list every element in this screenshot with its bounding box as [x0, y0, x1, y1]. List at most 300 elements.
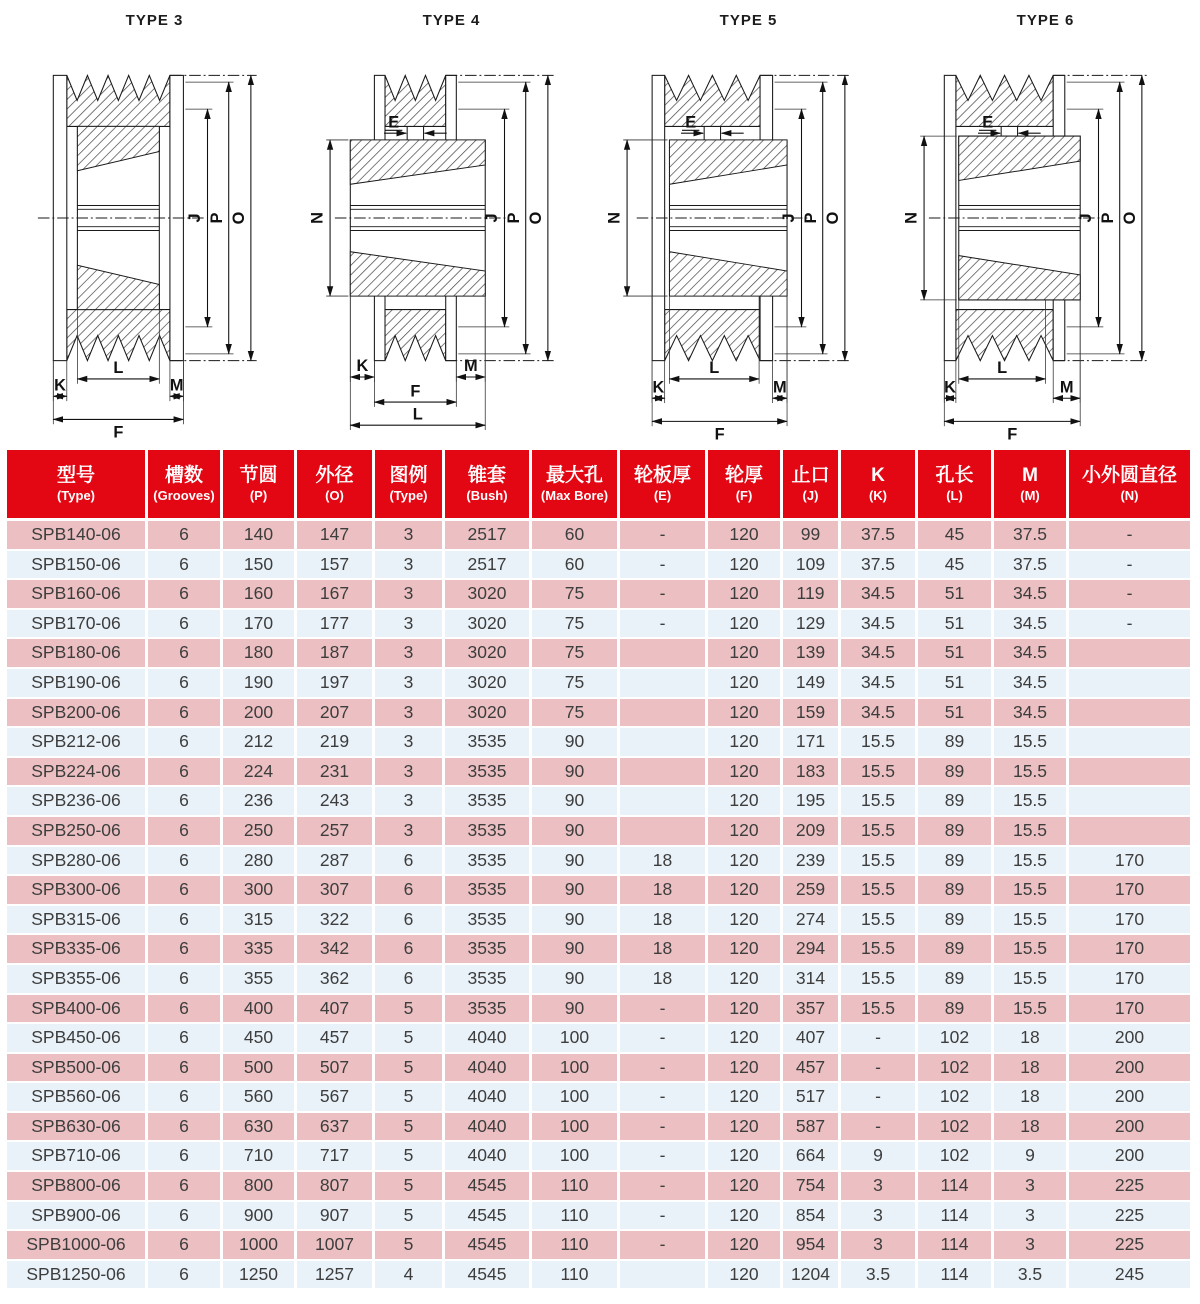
col-header-type-zh: 型号 [56, 465, 95, 487]
table-cell: SPB300-06 [7, 876, 148, 906]
table-cell: - [620, 1202, 708, 1232]
table-cell: 100 [532, 1142, 620, 1172]
table-cell: SPB400-06 [7, 995, 148, 1025]
table-cell: 800 [223, 1172, 297, 1202]
table-cell: 15.5 [994, 847, 1069, 877]
table-cell: 15.5 [841, 906, 918, 936]
table-cell: SPB170-06 [7, 610, 148, 640]
col-header-grooves-zh: 槽数 [164, 465, 203, 487]
table-cell: 45 [918, 521, 994, 551]
table-row [7, 1024, 1193, 1054]
table-cell: 15.5 [841, 935, 918, 965]
table-cell: 2517 [445, 521, 532, 551]
col-header-m [994, 450, 1069, 521]
table-cell: SPB710-06 [7, 1142, 148, 1172]
col-header-legend-zh: 图例 [389, 465, 428, 487]
table-cell: 200 [1069, 1113, 1193, 1143]
table-cell: 60 [532, 551, 620, 581]
table-cell: 3 [994, 1202, 1069, 1232]
table-cell: - [1069, 521, 1193, 551]
table-cell: 9 [841, 1142, 918, 1172]
table-cell: 5 [375, 1172, 445, 1202]
table-cell: 1000 [223, 1231, 297, 1261]
dim-label-K: K [944, 378, 957, 397]
table-cell: SPB212-06 [7, 728, 148, 758]
table-cell: 120 [708, 551, 783, 581]
table-cell: 3535 [445, 758, 532, 788]
table-cell: 3535 [445, 847, 532, 877]
table-cell: - [620, 580, 708, 610]
table-row [7, 876, 1193, 906]
col-header-bush-en: (Bush) [466, 487, 508, 503]
col-header-j-zh: 止口 [791, 465, 830, 487]
table-cell: 89 [918, 728, 994, 758]
table-cell [620, 639, 708, 669]
table-cell: 6 [148, 551, 223, 581]
table-cell: 170 [1069, 965, 1193, 995]
table-cell: 5 [375, 1054, 445, 1084]
table-cell: SPB335-06 [7, 935, 148, 965]
table-row [7, 817, 1193, 847]
table-cell: 197 [297, 669, 375, 699]
table-cell: 51 [918, 580, 994, 610]
table-cell: 139 [783, 639, 841, 669]
table-cell: 6 [375, 965, 445, 995]
table-cell: 335 [223, 935, 297, 965]
table-cell: 51 [918, 639, 994, 669]
drawing-title-type5: TYPE 5 [719, 12, 778, 29]
table-cell: 854 [783, 1202, 841, 1232]
pulley-drawing-type6-image [898, 32, 1193, 446]
table-cell: 140 [223, 521, 297, 551]
table-cell: SPB190-06 [7, 669, 148, 699]
table-cell: - [620, 551, 708, 581]
table-cell [620, 1261, 708, 1291]
dim-label-P: P [1098, 212, 1117, 224]
col-header-bush-zh: 锥套 [467, 465, 506, 487]
table-cell: 120 [708, 699, 783, 729]
table-cell: 100 [532, 1024, 620, 1054]
table-cell: 6 [148, 787, 223, 817]
table-cell: 4040 [445, 1113, 532, 1143]
table-cell: 6 [148, 699, 223, 729]
table-cell [1069, 699, 1193, 729]
table-cell: 120 [708, 1172, 783, 1202]
table-cell: 109 [783, 551, 841, 581]
table-cell: 160 [223, 580, 297, 610]
table-cell: - [1069, 580, 1193, 610]
table-cell: 3 [375, 787, 445, 817]
table-cell: 236 [223, 787, 297, 817]
table-cell: 6 [148, 1113, 223, 1143]
table-row [7, 669, 1193, 699]
table-cell: 150 [223, 551, 297, 581]
dim-label-M: M [169, 376, 184, 395]
table-cell: 4545 [445, 1202, 532, 1232]
table-row [7, 580, 1193, 610]
table-cell: 3 [375, 817, 445, 847]
table-cell: SPB355-06 [7, 965, 148, 995]
table-cell: 1250 [223, 1261, 297, 1291]
dim-label-L: L [709, 358, 720, 377]
table-row [7, 935, 1193, 965]
table-cell: SPB315-06 [7, 906, 148, 936]
pulley-panel-type6 [897, 4, 1194, 446]
table-cell: - [1069, 610, 1193, 640]
pulley-panel-type3 [6, 4, 303, 446]
col-header-n [1069, 450, 1193, 521]
dim-label-K: K [356, 356, 369, 375]
table-cell: 15.5 [841, 876, 918, 906]
table-row [7, 699, 1193, 729]
drawing-title-type6: TYPE 6 [1016, 12, 1075, 29]
table-cell: 6 [148, 1172, 223, 1202]
table-cell: 6 [148, 639, 223, 669]
table-cell: 120 [708, 995, 783, 1025]
table-cell: 4545 [445, 1231, 532, 1261]
table-cell: 231 [297, 758, 375, 788]
table-cell: 224 [223, 758, 297, 788]
table-cell: 110 [532, 1261, 620, 1291]
col-header-f [708, 450, 783, 521]
table-cell: 120 [708, 758, 783, 788]
col-header-grooves [148, 450, 223, 521]
table-cell: 517 [783, 1083, 841, 1113]
table-cell: 15.5 [841, 995, 918, 1025]
table-cell: 120 [708, 1024, 783, 1054]
table-cell: 90 [532, 758, 620, 788]
table-cell: - [620, 1231, 708, 1261]
table-cell: 6 [148, 906, 223, 936]
table-cell: 717 [297, 1142, 375, 1172]
table-cell: 6 [375, 935, 445, 965]
table-cell: 34.5 [994, 669, 1069, 699]
col-header-legend [375, 450, 445, 521]
table-cell [620, 728, 708, 758]
table-cell: 807 [297, 1172, 375, 1202]
table-cell: 15.5 [994, 995, 1069, 1025]
col-header-od [297, 450, 375, 521]
table-cell: 587 [783, 1113, 841, 1143]
dim-label-O: O [527, 211, 546, 224]
table-cell: 37.5 [841, 521, 918, 551]
col-header-e-zh: 轮板厚 [633, 465, 691, 487]
table-cell: 6 [148, 847, 223, 877]
table-cell: 120 [708, 1231, 783, 1261]
table-cell: 75 [532, 580, 620, 610]
table-cell: 357 [783, 995, 841, 1025]
table-cell: 110 [532, 1202, 620, 1232]
table-cell: 3535 [445, 995, 532, 1025]
table-cell: 560 [223, 1083, 297, 1113]
table-cell: 1257 [297, 1261, 375, 1291]
table-header [7, 450, 1193, 521]
table-cell: SPB224-06 [7, 758, 148, 788]
table-cell: 6 [148, 935, 223, 965]
table-cell: 37.5 [841, 551, 918, 581]
table-cell: 355 [223, 965, 297, 995]
table-cell: 90 [532, 817, 620, 847]
table-cell: 6 [148, 610, 223, 640]
table-cell: 1007 [297, 1231, 375, 1261]
table-cell: 120 [708, 728, 783, 758]
table-cell: 907 [297, 1202, 375, 1232]
table-cell: 75 [532, 639, 620, 669]
table-cell: 243 [297, 787, 375, 817]
table-cell: 177 [297, 610, 375, 640]
table-cell: 3020 [445, 610, 532, 640]
col-header-m-zh: M [1022, 465, 1038, 487]
table-cell: - [841, 1113, 918, 1143]
table-cell: 3.5 [994, 1261, 1069, 1291]
table-row [7, 995, 1193, 1025]
table-cell: 18 [620, 965, 708, 995]
dim-label-J: J [185, 213, 204, 223]
table-row [7, 1231, 1193, 1261]
table-cell: 195 [783, 787, 841, 817]
table-cell: 400 [223, 995, 297, 1025]
table-cell: 5 [375, 1142, 445, 1172]
table-cell: 15.5 [841, 728, 918, 758]
table-cell: SPB160-06 [7, 580, 148, 610]
table-row [7, 1261, 1193, 1291]
table-cell: 190 [223, 669, 297, 699]
table-cell: 3535 [445, 876, 532, 906]
table-cell: SPB630-06 [7, 1113, 148, 1143]
table-cell [1069, 758, 1193, 788]
col-header-j [783, 450, 841, 521]
table-cell: 6 [148, 876, 223, 906]
table-cell: 89 [918, 817, 994, 847]
table-cell: 90 [532, 965, 620, 995]
table-cell: 6 [148, 580, 223, 610]
table-row [7, 1172, 1193, 1202]
table-cell: 89 [918, 965, 994, 995]
table-cell: 225 [1069, 1202, 1193, 1232]
table-cell: 4545 [445, 1172, 532, 1202]
table-cell: 2517 [445, 551, 532, 581]
table-cell: SPB236-06 [7, 787, 148, 817]
table-cell: 457 [783, 1054, 841, 1084]
table-cell: 90 [532, 935, 620, 965]
table-cell: 102 [918, 1113, 994, 1143]
table-cell: 120 [708, 847, 783, 877]
table-cell: - [620, 1142, 708, 1172]
table-cell: 3 [841, 1202, 918, 1232]
table-cell: 300 [223, 876, 297, 906]
table-cell: 120 [708, 787, 783, 817]
dim-label-K: K [652, 378, 665, 397]
table-cell: 3 [841, 1172, 918, 1202]
table-cell: 120 [708, 669, 783, 699]
dim-label-N: N [902, 211, 921, 224]
table-cell: 15.5 [994, 906, 1069, 936]
table-cell: - [841, 1024, 918, 1054]
dim-label-L: L [412, 405, 423, 424]
table-row [7, 1142, 1193, 1172]
table-row [7, 965, 1193, 995]
col-header-od-en: (O) [325, 487, 344, 503]
col-header-maxbore-zh: 最大孔 [545, 465, 603, 487]
table-cell: 257 [297, 817, 375, 847]
table-cell: 60 [532, 521, 620, 551]
table-cell: 15.5 [994, 965, 1069, 995]
table-cell: 280 [223, 847, 297, 877]
table-cell: 51 [918, 699, 994, 729]
col-header-type [7, 450, 148, 521]
table-cell: 171 [783, 728, 841, 758]
table-cell: 90 [532, 995, 620, 1025]
dim-label-J: J [1076, 213, 1095, 223]
dim-label-F: F [1007, 425, 1018, 444]
table-cell: 15.5 [841, 787, 918, 817]
table-cell: 630 [223, 1113, 297, 1143]
table-cell: 3.5 [841, 1261, 918, 1291]
col-header-type-en: (Type) [56, 487, 96, 503]
col-header-f-zh: 轮厚 [724, 465, 763, 487]
pulley-drawing-type3-image [7, 32, 302, 446]
table-cell: 362 [297, 965, 375, 995]
table-row [7, 1083, 1193, 1113]
table-cell: 5 [375, 1231, 445, 1261]
pulley-drawing-type4-image [304, 32, 599, 446]
table-cell: 200 [1069, 1083, 1193, 1113]
table-cell: - [620, 1113, 708, 1143]
table-cell: 89 [918, 787, 994, 817]
table-cell: 6 [148, 1054, 223, 1084]
table-cell: SPB900-06 [7, 1202, 148, 1232]
col-header-j-en: (J) [802, 487, 819, 503]
table-cell: 120 [708, 1054, 783, 1084]
table-cell: 114 [918, 1261, 994, 1291]
table-cell: 6 [148, 728, 223, 758]
table-cell [620, 787, 708, 817]
table-row [7, 521, 1193, 551]
table-cell: 18 [994, 1024, 1069, 1054]
table-cell: 102 [918, 1024, 994, 1054]
table-cell: 18 [620, 906, 708, 936]
table-cell: 3 [375, 521, 445, 551]
table-cell: 120 [708, 1142, 783, 1172]
table-cell: 120 [708, 1083, 783, 1113]
table-cell: 34.5 [994, 639, 1069, 669]
dim-label-P: P [504, 212, 523, 224]
pulley-panel-type4 [303, 4, 600, 446]
table-cell: 167 [297, 580, 375, 610]
table-cell: 245 [1069, 1261, 1193, 1291]
table-cell: 4040 [445, 1083, 532, 1113]
table-cell: 15.5 [841, 965, 918, 995]
table-cell: 120 [708, 610, 783, 640]
dim-label-P: P [801, 212, 820, 224]
table-cell: 34.5 [841, 669, 918, 699]
table-row [7, 906, 1193, 936]
table-cell: 209 [783, 817, 841, 847]
table-cell: 6 [148, 965, 223, 995]
spec-table [7, 450, 1193, 1290]
table-cell: 6 [148, 1261, 223, 1291]
table-cell: 45 [918, 551, 994, 581]
table-row [7, 758, 1193, 788]
table-cell: 37.5 [994, 521, 1069, 551]
dim-label-M: M [1059, 378, 1074, 397]
table-cell: 5 [375, 1083, 445, 1113]
table-cell: 342 [297, 935, 375, 965]
dim-label-P: P [207, 212, 226, 224]
table-cell: 119 [783, 580, 841, 610]
table-cell: 3 [375, 639, 445, 669]
dim-label-L: L [997, 358, 1008, 377]
table-cell: SPB500-06 [7, 1054, 148, 1084]
col-header-pitch-en: (P) [249, 487, 268, 503]
table-cell: 664 [783, 1142, 841, 1172]
table-cell: 180 [223, 639, 297, 669]
table-cell: 120 [708, 965, 783, 995]
table-row [7, 1054, 1193, 1084]
table-cell [620, 699, 708, 729]
table-cell: SPB1000-06 [7, 1231, 148, 1261]
table-cell: 100 [532, 1083, 620, 1113]
table-cell: 207 [297, 699, 375, 729]
table-cell: 954 [783, 1231, 841, 1261]
table-cell: 102 [918, 1083, 994, 1113]
table-cell: 6 [148, 1231, 223, 1261]
table-row [7, 551, 1193, 581]
table-cell: 407 [297, 995, 375, 1025]
drawing-title-type4: TYPE 4 [422, 12, 481, 29]
col-header-k-en: (K) [868, 487, 888, 503]
col-header-bush [445, 450, 532, 521]
dim-label-E: E [685, 113, 697, 132]
table-cell: 170 [1069, 876, 1193, 906]
pulley-panel-type5 [600, 4, 897, 446]
table-cell: 51 [918, 610, 994, 640]
dim-label-E: E [388, 113, 400, 132]
table-cell: 200 [1069, 1024, 1193, 1054]
table-cell: 3535 [445, 787, 532, 817]
table-cell: 219 [297, 728, 375, 758]
table-cell: 89 [918, 847, 994, 877]
dim-label-L: L [113, 358, 124, 377]
table-cell: 294 [783, 935, 841, 965]
table-cell: 15.5 [994, 817, 1069, 847]
table-cell: 315 [223, 906, 297, 936]
table-cell: 3020 [445, 699, 532, 729]
table-cell: 3 [375, 580, 445, 610]
table-cell: 170 [1069, 935, 1193, 965]
table-cell: SPB200-06 [7, 699, 148, 729]
table-cell: 754 [783, 1172, 841, 1202]
table-cell [1069, 728, 1193, 758]
col-header-l-zh: 孔长 [935, 465, 974, 487]
table-cell: 287 [297, 847, 375, 877]
dim-label-J: J [779, 213, 798, 223]
table-cell: 90 [532, 728, 620, 758]
table-cell: SPB250-06 [7, 817, 148, 847]
table-cell: 129 [783, 610, 841, 640]
table-row [7, 639, 1193, 669]
table-cell: 15.5 [841, 817, 918, 847]
drawings-section [0, 0, 1200, 446]
table-cell: 120 [708, 580, 783, 610]
table-cell: 15.5 [841, 758, 918, 788]
table-cell: 89 [918, 906, 994, 936]
table-cell: 89 [918, 758, 994, 788]
table-cell: 99 [783, 521, 841, 551]
col-header-n-en: (N) [1120, 487, 1139, 503]
table-cell: 200 [223, 699, 297, 729]
dim-label-F: F [113, 423, 124, 442]
